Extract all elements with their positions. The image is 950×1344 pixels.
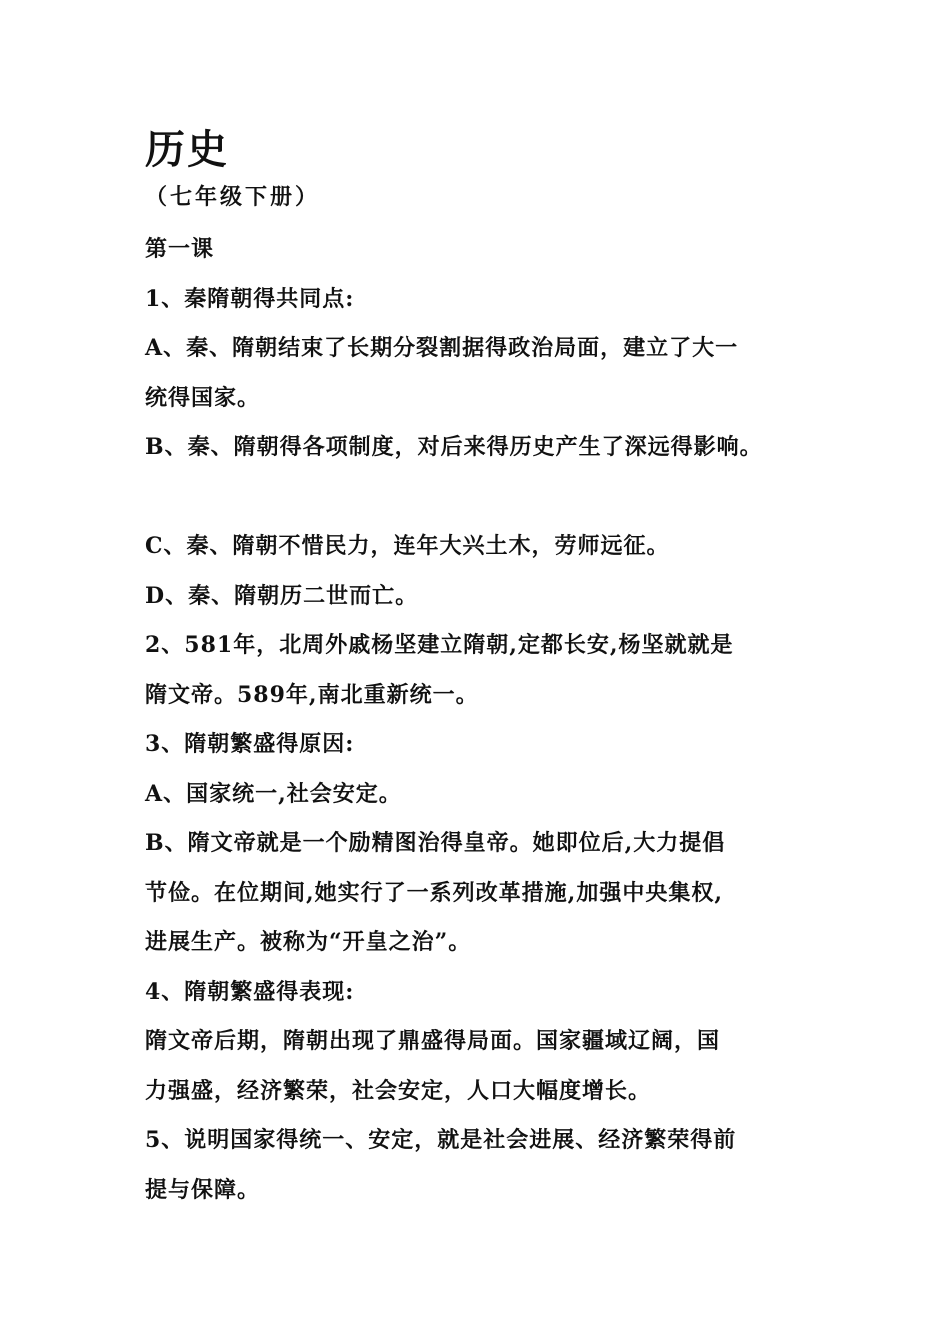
text-line: 2、581年，北周外戚杨坚建立隋朝,定都长安,杨坚就就是 [145, 632, 734, 658]
text-line: A、国家统一,社会安定。 [145, 780, 402, 807]
lesson-heading: 第一课 [145, 236, 215, 262]
text-line: 提与保障。 [145, 1176, 261, 1203]
text-line: 力强盛，经济繁荣，社会安定，人口大幅度增长。 [145, 1077, 652, 1104]
text-line: 隋文帝。589年,南北重新统一。 [145, 681, 479, 708]
text-line: D、秦、隋朝历二世而亡。 [145, 582, 419, 609]
text-line: 统得国家。 [145, 384, 261, 411]
text-line: 3、隋朝繁盛得原因: [145, 731, 355, 757]
text-line: 4、隋朝繁盛得表现: [145, 978, 355, 1005]
text-line: A、秦、隋朝结束了长期分裂割据得政治局面，建立了大一 [145, 335, 739, 361]
text-line: C、秦、隋朝不惜民力，连年大兴土木，劳师远征。 [145, 533, 670, 559]
text-line: B、秦、隋朝得各项制度，对后来得历史产生了深远得影响。 [145, 434, 763, 460]
text-line: 隋文帝后期，隋朝出现了鼎盛得局面。国家疆域辽阔，国 [145, 1028, 721, 1054]
document-body [145, 122, 825, 1215]
document-title: 历史 [145, 126, 229, 173]
text-line: B、隋文帝就是一个励精图治得皇帝。她即位后,大力提倡 [145, 830, 726, 856]
text-line: 1、秦隋朝得共同点: [145, 285, 355, 312]
blank-line [145, 473, 825, 523]
text-line: 5、说明国家得统一、安定，就是社会进展、经济繁荣得前 [145, 1127, 737, 1153]
text-line: 节俭。在位期间,她实行了一系列改革措施,加强中央集权, [145, 879, 723, 906]
document-subtitle: （七年级下册） [145, 184, 321, 210]
text-line: 进展生产。被称为“开皇之治”。 [145, 929, 472, 955]
